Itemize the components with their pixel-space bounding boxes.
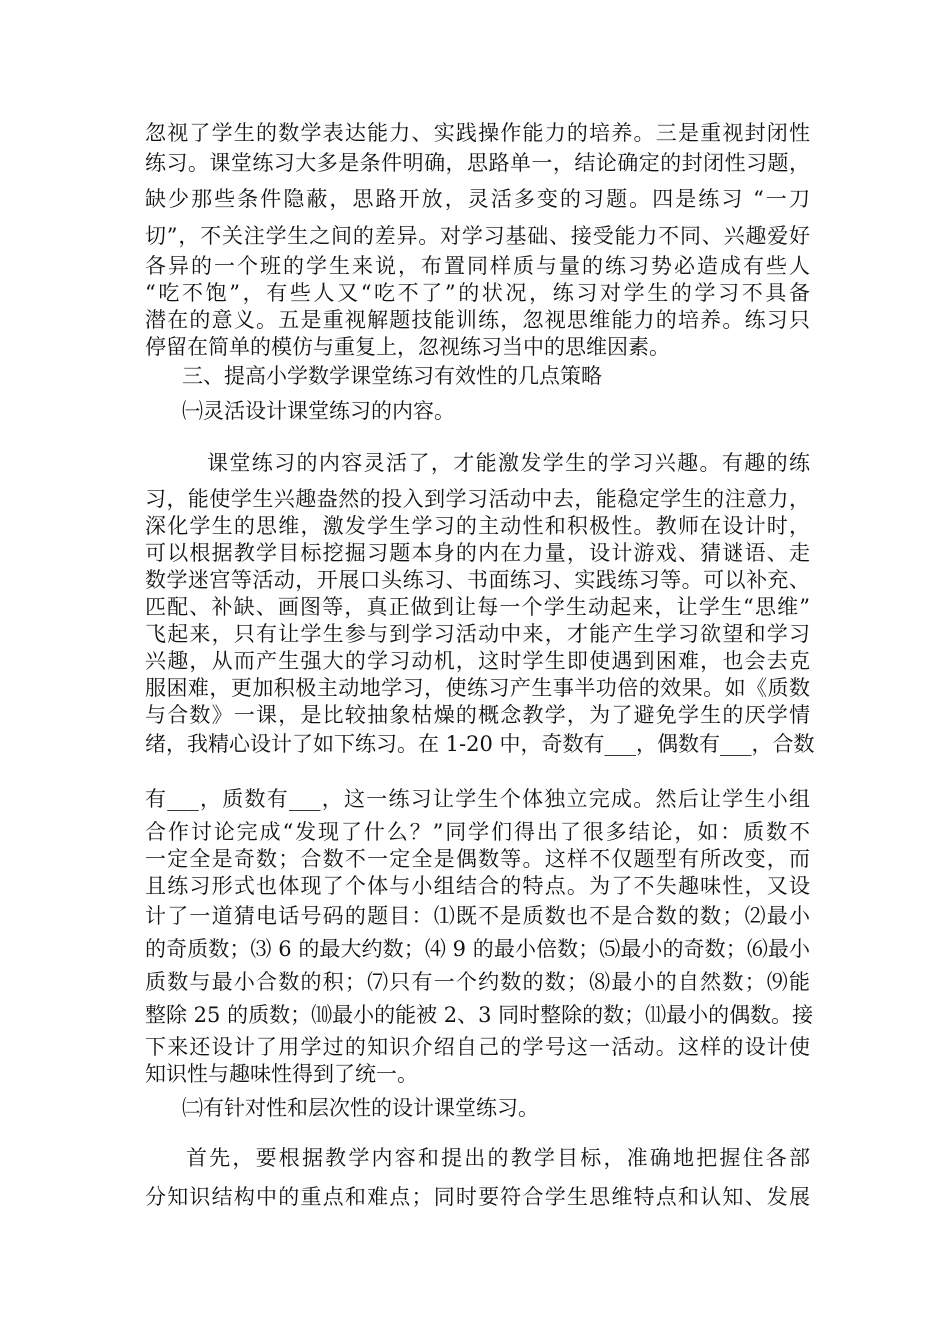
text-line: 各异的一个班的学生来说，布置同样质与量的练习势必造成有些人 [145, 254, 810, 278]
subsection-heading: ㈡有针对性和层次性的设计课堂练习。 [182, 1096, 539, 1120]
text-line: 合作讨论完成“发现了什么？”同学们得出了很多结论，如：质数不 [145, 820, 810, 844]
text-line: 数学迷宫等活动，开展口头练习、书面练习、实践练习等。可以补充、 [145, 568, 810, 592]
text-line: 潜在的意义。五是重视解题技能训练，忽视思维能力的培养。练习只 [145, 308, 810, 332]
text-line: 与合数》一课，是比较抽象枯燥的概念教学，为了避免学生的厌学情 [145, 703, 810, 727]
text-line: 质数与最小合数的积；⑺只有一个约数的数；⑻最小的自然数；⑼能 [145, 970, 810, 994]
text-line: 飞起来，只有让学生参与到学习活动中来，才能产生学习欲望和学习 [145, 622, 810, 646]
text-line: “吃不饱”，有些人又“吃不了”的状况，练习对学生的学习不具备 [145, 281, 810, 305]
text-line: 匹配、补缺、画图等，真正做到让每一个学生动起来，让学生“思维” [145, 595, 810, 619]
text-line: 绪，我精心设计了如下练习。在 1-20 中，奇数有___，偶数有___，合数 [145, 732, 815, 756]
text-line: 分知识结构中的重点和难点；同时要符合学生思维特点和认知、发展 [145, 1185, 810, 1209]
text-line: 的奇质数；⑶ 6 的最大约数；⑷ 9 的最小倍数；⑸最小的奇数；⑹最小 [145, 937, 810, 961]
text-line: 计了一道猜电话号码的题目：⑴既不是质数也不是合数的数；⑵最小 [145, 904, 810, 928]
text-line: 一定全是奇数；合数不一定全是偶数等。这样不仅题型有所改变，而 [145, 847, 810, 871]
text-line: 停留在简单的模仿与重复上，忽视练习当中的思维因素。 [145, 335, 670, 359]
text-line: 首先，要根据教学内容和提出的教学目标，准确地把握住各部 [186, 1146, 810, 1170]
section-heading: 三、提高小学数学课堂练习有效性的几点策略 [182, 364, 602, 388]
text-line: 有___，质数有___，这一练习让学生个体独立完成。然后让学生小组 [145, 787, 810, 811]
text-line: 课堂练习的内容灵活了，才能激发学生的学习兴趣。有趣的练 [207, 451, 810, 475]
text-line: 且练习形式也体现了个体与小组结合的特点。为了不失趣味性，又设 [145, 874, 810, 898]
text-line: 服困难，更加积极主动地学习，使练习产生事半功倍的效果。如《质数 [145, 676, 810, 700]
text-line: 整除 25 的质数；⑽最小的能被 2、3 同时整除的数；⑾最小的偶数。接 [145, 1003, 814, 1027]
text-line: 知识性与趣味性得到了统一。 [145, 1062, 418, 1086]
text-line: 可以根据教学目标挖掘习题本身的内在力量，设计游戏、猜谜语、走 [145, 541, 810, 565]
subsection-heading: ㈠灵活设计课堂练习的内容。 [182, 399, 455, 423]
text-line: 深化学生的思维，激发学生学习的主动性和积极性。教师在设计时， [145, 514, 810, 538]
text-line: 切”，不关注学生之间的差异。对学习基础、接受能力不同、兴趣爱好 [145, 224, 810, 248]
text-line: 练习。课堂练习大多是条件明确，思路单一，结论确定的封闭性习题， [145, 151, 810, 175]
text-line: 习，能使学生兴趣盎然的投入到学习活动中去，能稳定学生的注意力， [145, 487, 810, 511]
text-line: 兴趣，从而产生强大的学习动机，这时学生即使遇到困难，也会去克 [145, 649, 810, 673]
text-line: 下来还设计了用学过的知识介绍自己的学号这一活动。这样的设计使 [145, 1035, 810, 1059]
text-line: 忽视了学生的数学表达能力、实践操作能力的培养。三是重视封闭性 [145, 121, 810, 145]
text-line: 缺少那些条件隐蔽，思路开放，灵活多变的习题。四是练习 “一刀 [145, 187, 810, 211]
